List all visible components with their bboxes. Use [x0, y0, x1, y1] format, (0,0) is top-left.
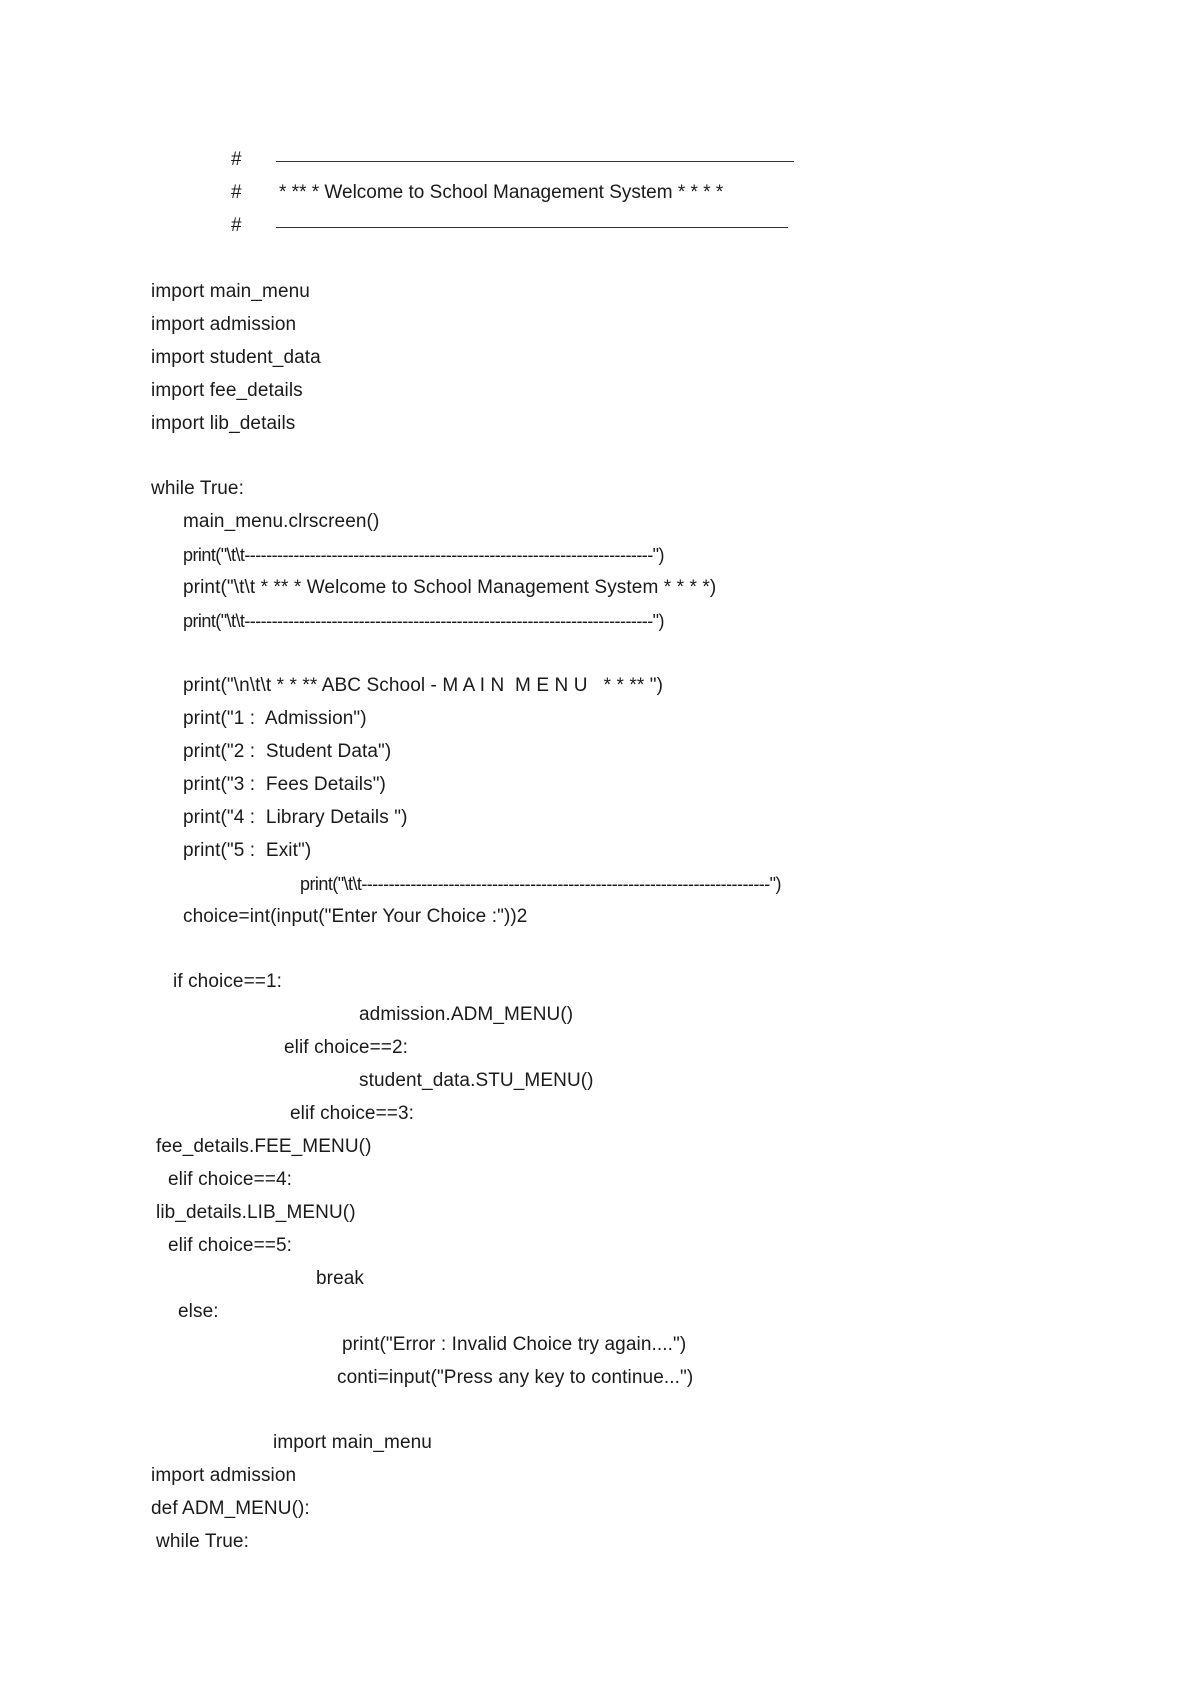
code-line: elif choice==5:	[168, 1235, 293, 1256]
code-line: print("5 : Exit")	[183, 840, 312, 861]
code-line: print("\n\t\t * * ** ABC School - M A I N M E N U * * ** ")	[183, 675, 664, 696]
code-line: fee_details.FEE_MENU()	[156, 1136, 372, 1157]
code-line: break	[316, 1268, 365, 1289]
code-line: choice=int(input("Enter Your Choice :"))2	[183, 906, 528, 927]
code-line: print("\t\t---------------------------------------------------------------------------")	[300, 874, 781, 894]
comment-hash-1: #	[231, 149, 242, 170]
code-line: while True:	[156, 1531, 249, 1552]
code-line: print("Error : Invalid Choice try again....")	[342, 1334, 687, 1355]
code-line: import admission	[151, 1465, 297, 1486]
code-line: print("\t\t---------------------------------------------------------------------------")	[183, 545, 664, 565]
comment-hash-3: #	[231, 215, 242, 236]
code-line: print("\t\t * ** * Welcome to School Management System * * * *)	[183, 577, 717, 598]
header-title: * ** * Welcome to School Management System * * * *	[279, 182, 724, 203]
code-line: print("3 : Fees Details")	[183, 774, 386, 795]
comment-rule-bottom	[276, 227, 788, 228]
code-line: elif choice==4:	[168, 1169, 293, 1190]
code-line: import admission	[151, 314, 297, 335]
code-line: def ADM_MENU():	[151, 1498, 310, 1519]
code-line: print("4 : Library Details ")	[183, 807, 408, 828]
code-line: print("1 : Admission")	[183, 708, 367, 729]
code-line: lib_details.LIB_MENU()	[156, 1202, 356, 1223]
code-line: main_menu.clrscreen()	[183, 511, 380, 532]
code-line: import main_menu	[273, 1432, 432, 1453]
comment-rule-top	[276, 161, 794, 162]
code-line: print("\t\t---------------------------------------------------------------------------")	[183, 611, 664, 631]
code-line: if choice==1:	[173, 971, 283, 992]
code-line: conti=input("Press any key to continue...")	[337, 1367, 694, 1388]
code-line: student_data.STU_MENU()	[359, 1070, 594, 1091]
code-line: import main_menu	[151, 281, 310, 302]
code-line: admission.ADM_MENU()	[359, 1004, 574, 1025]
code-line: elif choice==3:	[290, 1103, 415, 1124]
code-line: elif choice==2:	[284, 1037, 409, 1058]
comment-hash-2: #	[231, 182, 242, 203]
code-line: import lib_details	[151, 413, 296, 434]
code-line: while True:	[151, 478, 244, 499]
code-line: print("2 : Student Data")	[183, 741, 392, 762]
code-line: import student_data	[151, 347, 321, 368]
code-line: import fee_details	[151, 380, 303, 401]
code-line: else:	[178, 1301, 219, 1322]
